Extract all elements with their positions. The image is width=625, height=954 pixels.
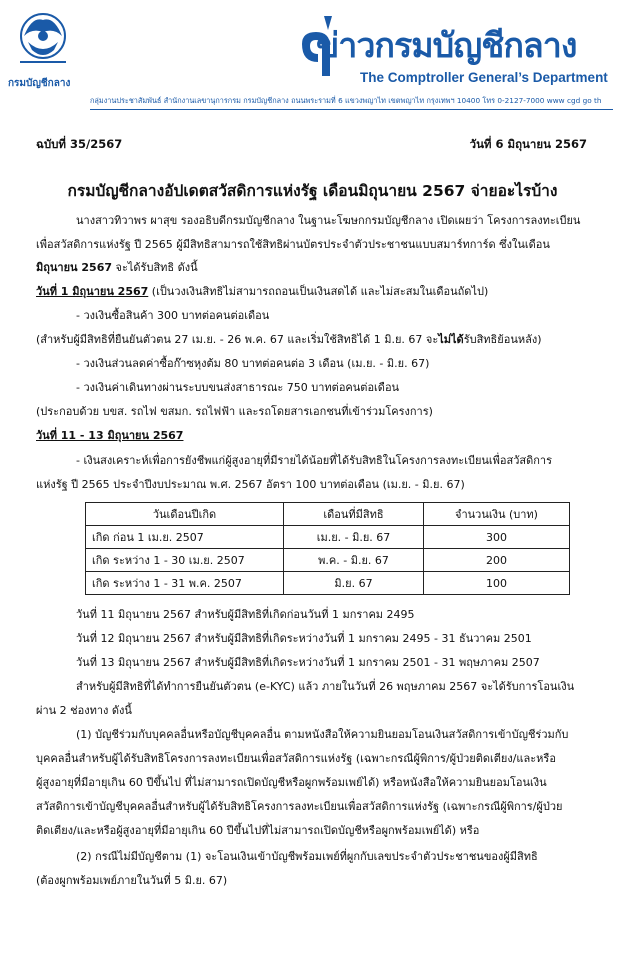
contact-info: กลุ่มงานประชาสัมพันธ์ สำนักงานเลขานุการกรม กรมบัญชีกลาง ถนนพระรามที่ 6 แขวงพญาไท เขตพญาไท กรุงเทพฯ 10400 โทร 0-2127-7000 www cgd go th [90, 96, 602, 105]
ekyc-line-2: ผ่าน 2 ช่องทาง ดังนี้ [36, 704, 132, 717]
table-header: วันเดือนปีเกิด [86, 503, 284, 526]
table-cell: 200 [424, 549, 570, 572]
table-header: จำนวนเงิน (บาท) [424, 503, 570, 526]
ekyc-line-1: สำหรับผู้มีสิทธิที่ได้ทำการยืนยันตัวตน (e-KYC) แล้ว ภายในวันที่ 26 พฤษภาคม 2567 จะได้รับการโอนเงิน [76, 680, 575, 693]
channel-2-line: (2) กรณีไม่มีบัญชีตาม (1) จะโอนเงินเข้าบัญชีพร้อมเพย์ที่ผูกกับเลขประจำตัวประชาชนของผู้มีสิทธิ [76, 850, 538, 863]
table-cell: 100 [424, 572, 570, 595]
table-cell: เกิด ระหว่าง 1 - 30 เม.ย. 2507 [86, 549, 284, 572]
section-1-item-1-note [36, 333, 542, 347]
table-cell: 300 [424, 526, 570, 549]
issue-number: ฉบับที่ 35/2567 [36, 137, 123, 151]
schedule-line: วันที่ 13 มิถุนายน 2567 สำหรับผู้มีสิทธิที่เกิดระหว่างวันที่ 1 มกราคม 2501 - 31 พฤษภาคม 2507 [76, 656, 540, 669]
channel-1-line: บุคคลอื่นสำหรับผู้ได้รับสิทธิโครงการลงทะเบียนเพื่อสวัสดิการแห่งรัฐ (เฉพาะกรณีผู้พิการ/ผู้ป่วยติดเตียง/และหรือ [36, 752, 556, 765]
table-cell: พ.ค. - มิ.ย. 67 [284, 549, 424, 572]
letterhead [0, 0, 625, 105]
table-row [86, 526, 570, 549]
section-1-heading: วันที่ 1 มิถุนายน 2567 [36, 285, 149, 298]
table-row [86, 572, 570, 595]
channel-1-line: สวัสดิการเข้าบัญชีบุคคลอื่นสำหรับผู้ได้รับสิทธิโครงการลงทะเบียนเพื่อสวัสดิการแห่งรัฐ (เฉพาะกรณีผู้พิการ/ผู้ป่วย [36, 800, 563, 813]
channel-2-line: (ต้องผูกพร้อมเพย์ภายในวันที่ 5 มิ.ย. 67) [36, 874, 228, 887]
section-1-note: (เป็นวงเงินสิทธิไม่สามารถถอนเป็นเงินสดได้ และไม่สะสมในเดือนถัดไป) [148, 285, 489, 298]
schedule-line: วันที่ 11 มิถุนายน 2567 สำหรับผู้มีสิทธิที่เกิดก่อนวันที่ 1 มกราคม 2495 [76, 608, 415, 621]
table-header-row [86, 503, 570, 526]
note-part-bold: ไม่ได้ [438, 333, 464, 346]
schedule-line: วันที่ 12 มิถุนายน 2567 สำหรับผู้มีสิทธิที่เกิดระหว่างวันที่ 1 มกราคม 2495 - 31 ธันวาคม 2501 [76, 632, 532, 645]
section-1-item-1: - วงเงินซื้อสินค้า 300 บาทต่อคนต่อเดือน [76, 309, 270, 322]
intro-month: มิถุนายน 2567 [36, 261, 113, 274]
logo-label: กรมบัญชีกลาง [8, 78, 71, 89]
channel-1-line: ติดเตียง/และหรือผู้สูงอายุที่มีอายุเกิน 60 ปีขึ้นไปที่ไม่สามารถเปิดบัญชีหรือผูกพร้อมเพย์ได้) หรือ [36, 824, 480, 837]
header-divider [90, 109, 613, 110]
intro-line-3-rest: จะได้รับสิทธิ ดังนี้ [112, 261, 198, 274]
table-row [86, 549, 570, 572]
table-cell: เกิด ระหว่าง 1 - 31 พ.ค. 2507 [86, 572, 284, 595]
section-1-item-3-note: (ประกอบด้วย บขส. รถไฟ ขสมก. รถไฟฟ้า และรถโดยสารเอกชนที่เข้าร่วมโครงการ) [36, 405, 433, 418]
intro-line-1: นางสาวทิวาพร ผาสุข รองอธิบดีกรมบัญชีกลาง ในฐานะโฆษกกรมบัญชีกลาง เปิดเผยว่า โครงการลงทะเบียน [76, 214, 581, 227]
table-cell: มิ.ย. 67 [284, 572, 424, 595]
table-cell: เม.ย. - มิ.ย. 67 [284, 526, 424, 549]
brand-thai: ข่าวกรมบัญชีกลาง [316, 26, 577, 66]
brand-english: The Comptroller General’s Department [360, 70, 608, 85]
channel-1-line: ผู้สูงอายุที่มีอายุเกิน 60 ปีขึ้นไป ที่ไม่สามารถเปิดบัญชีหรือผูกพร้อมเพย์ได้) หรือหนังสือให้ความยินยอมโอนเงิน [36, 776, 547, 789]
intro-line-2: เพื่อสวัสดิการแห่งรัฐ ปี 2565 ผู้มีสิทธิสามารถใช้สิทธิผ่านบัตรประจำตัวประชาชนแบบสมาร์ทการ์ด ซึ่งในเดือน [36, 238, 550, 251]
allowance-table [85, 502, 570, 595]
channel-1-line: (1) บัญชีร่วมกับบุคคลอื่นหรือบัญชีบุคคลอื่น ตามหนังสือให้ความยินยอมโอนเงินสวัสดิการเข้าบัญชีร่วมกับ [76, 728, 569, 741]
table-header: เดือนที่มีสิทธิ [284, 503, 424, 526]
issue-date: วันที่ 6 มิถุนายน 2567 [469, 137, 587, 151]
section-2-heading: วันที่ 11 - 13 มิถุนายน 2567 [36, 429, 184, 442]
section-2-item-1b: แห่งรัฐ ปี 2565 ประจำปีงบประมาณ พ.ศ. 2567 อัตรา 100 บาทต่อเดือน (เม.ย. - มิ.ย. 67) [36, 478, 465, 491]
section-1-item-2: - วงเงินส่วนลดค่าซื้อก๊าซหุงต้ม 80 บาทต่อคนต่อ 3 เดือน (เม.ย. - มิ.ย. 67) [76, 357, 430, 370]
section-1-heading-row [36, 285, 488, 299]
section-1-item-3: - วงเงินค่าเดินทางผ่านระบบขนส่งสาธารณะ 750 บาทต่อคนต่อเดือน [76, 381, 400, 394]
page-title: กรมบัญชีกลางอัปเดตสวัสดิการแห่งรัฐ เดือนมิถุนายน 2567 จ่ายอะไรบ้าง [67, 182, 558, 200]
table-cell: เกิด ก่อน 1 เม.ย. 2507 [86, 526, 284, 549]
note-part-b: รับสิทธิย้อนหลัง) [463, 333, 542, 346]
section-2-item-1a: - เงินสงเคราะห์เพื่อการยังชีพแก่ผู้สูงอายุที่มีรายได้น้อยที่ได้รับสิทธิในโครงการลงทะเบียนเพื่อสวัสดิการ [76, 454, 553, 467]
note-part-a: (สำหรับผู้มีสิทธิที่ยืนยันตัวตน 27 เม.ย. - 26 พ.ค. 67 และเริ่มใช้สิทธิได้ 1 มิ.ย. 67 จะ [36, 333, 439, 346]
intro-line-3 [36, 261, 198, 275]
